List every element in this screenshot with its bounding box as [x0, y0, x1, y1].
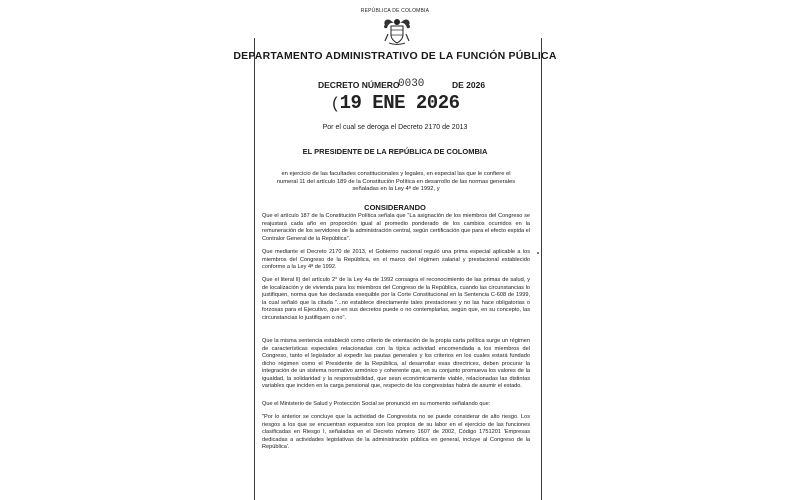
preamble-text: en ejercicio de las facultades constitucionales y legales, en especial las que le confiere el numeral 11 del artículo 189 de la Constitución Política en desarrollo de las normas generales señaladas en la Ley 4ª de 1992, y	[276, 171, 516, 193]
paragraph-6: "Por lo anterior se concluye que la actividad de Congresista no se puede considerar de alto riesgo. Los riesgos a los que se encuentran expuestos son los propios de su labor en el ejercicio de las funciones clasificadas en Riesgo I, señaladas en el Decreto número 1607 de 2002, Código 1751201 'Empresas dedicadas a actividades legislativas de la administración pública en general, incluye al Congreso de la República'.	[262, 414, 530, 450]
decree-number: 0030	[398, 78, 425, 90]
republic-label: REPÚBLICA DE COLOMBIA	[360, 8, 430, 14]
considerando-heading: CONSIDERANDO	[364, 203, 426, 212]
paragraph-1: Que el artículo 187 de la Constitución Política señala que "La asignación de los miembros del Congreso se reajustará cada año en proporción igual al promedio ponderado de los cambios ocurridos en la remuneración de los servidores de la administración central, según certificación que para el efecto expida el Contralor General de la República".	[262, 213, 530, 242]
president-heading: EL PRESIDENTE DE LA REPÚBLICA DE COLOMBIA	[302, 147, 488, 156]
decree-year: DE 2026	[452, 80, 486, 90]
paragraph-2: Que mediante el Decreto 2170 de 2013, el Gobierno nacional reguló una prima especial aplicable a los miembros del Congreso de la República, en el marco del régimen salarial y prestacional establecido conforme a la Ley 4ª de 1992.	[262, 249, 530, 270]
date-stamp: (19 ENE 2026	[330, 92, 460, 114]
colombia-coat-of-arms-icon	[382, 16, 412, 46]
decree-subtitle: Por el cual se deroga el Decreto 2170 de 2013	[322, 124, 468, 131]
department-title: DEPARTAMENTO ADMINISTRATIVO DE LA FUNCIÓN PÚBLICA	[233, 50, 557, 62]
date-stamp-text: 19 ENE 2026	[339, 92, 460, 114]
paragraph-4: Que la misma sentencia estableció como criterio de orientación de la propia carta política surge un régimen de características especiales relacionadas con la típica actividad encomendada a los miembros del Congreso, tanto el legislador al expedir las pautas generales y los criterios en los cuales estará fundado dicho régimen como el Presidente de la República, al desarrollar esas directrices, deben procurar la integración de un sistema normativo armónico y coherente que, en su conjunto promueva los valores de la igualdad, la solidaridad y la responsabilidad, que sean económicamente viable, relacionadas las distintas variables que inciden en la carga pensional que, respecto de los congresistas habrá de asumir el estado.	[262, 338, 530, 389]
scan-speck	[537, 252, 539, 254]
paragraph-3: Que el literal ll) del artículo 2° de la Ley 4a de 1992 consagra el reconocimiento de las primas de salud, y de localización y de vivienda para los miembros del Congreso de la República, cuando las circunstancias lo justifiquen, norma que fue declarada exequible por la Corte Constitucional en la Sentencia C-608 de 1999, la cual señaló que la citada "...no establece directamente tales prestaciones y no las hace obligatorias o forzosas para el Ejecutivo, que en sus decretos puede o no contemplarlas, según que, en su concepto, las circunstancias lo justifiquen o no".	[262, 277, 530, 321]
decree-label: DECRETO NÚMERO	[318, 80, 400, 90]
paragraph-5: Que el Ministerio de Salud y Protección Social se pronunció en su momento señalando que:	[262, 401, 491, 407]
